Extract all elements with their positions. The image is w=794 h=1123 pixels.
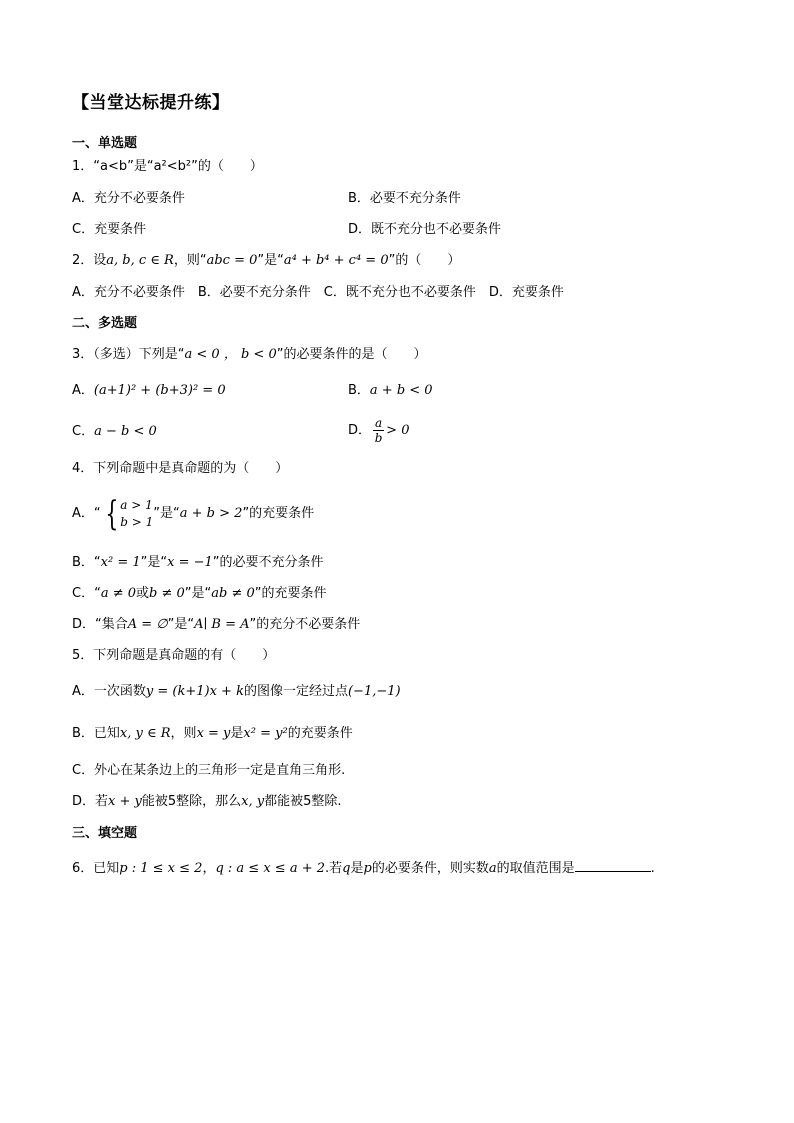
q3-d-label: D． (348, 423, 372, 438)
q5-b-mid1: ，则 (170, 726, 197, 741)
q3-a-expr: (a+1)² + (b+3)² = 0 (93, 383, 226, 398)
q5-d-end: 都能被5整除. (264, 794, 342, 809)
q4-a-system (101, 493, 154, 534)
q5-a-label: A．一次函数 (72, 684, 146, 699)
question-2-options: A．充分不必要条件 B．必要不充分条件 C．既不充分也不必要条件 D．充要条件 (72, 285, 564, 300)
question-3-option-c (72, 423, 157, 441)
section-fill-in: 三、填空题 (72, 826, 138, 841)
q4-d-expr1: A = ∅ (127, 617, 168, 632)
question-5-option-d (72, 793, 342, 811)
q3-c-label: C． (72, 424, 95, 439)
q4-a-end: ”的充要条件 (242, 506, 315, 521)
q3-d-denominator: b (374, 431, 383, 445)
answer-blank[interactable] (575, 857, 651, 872)
q5-b-expr2: x = y (196, 726, 231, 741)
q3-b-label: B． (348, 383, 370, 398)
q6-q: q : a ≤ x ≤ a + 2 (215, 861, 325, 876)
q5-d-expr2: x, y (241, 794, 265, 809)
question-1-option-a: A．充分不必要条件 (72, 191, 185, 206)
q6-sep: ， (202, 861, 216, 876)
question-5-option-a (72, 683, 401, 701)
q4-c-mid: ”是“ (184, 586, 212, 601)
q4-a-expr: a + b > 2 (179, 506, 243, 521)
q5-b-label: B．已知 (72, 726, 120, 741)
question-5-option-c: C．外心在某条边上的三角形一定是直角三角形. (72, 763, 346, 778)
q4-b-expr2: x = −1 (167, 555, 213, 570)
q4-a-row2: b > 1 (120, 514, 154, 529)
q4-a-rows (120, 497, 153, 531)
q4-a-row1: a > 1 (120, 497, 153, 512)
q3-c-expr: a − b < 0 (94, 424, 157, 439)
q4-a-label: A．“ (72, 506, 101, 521)
q4-d-label: D．“集合 (72, 617, 128, 632)
q2-end: ”的（ ） (388, 253, 461, 268)
q5-b-expr1: x, y ∈ R (119, 726, 171, 741)
q3-a-label: A． (72, 383, 94, 398)
q6-mid2: 是 (350, 861, 364, 876)
q4-b-end: ”的必要不充分条件 (212, 555, 324, 570)
q4-b-mid: ”是“ (140, 555, 168, 570)
q2-prefix: 2．设 (72, 253, 107, 268)
question-1-option-d: D．既不充分也不必要条件 (348, 222, 502, 237)
q4-c-expr3: ab ≠ 0 (211, 586, 255, 601)
q3-end: ”的必要条件的是（ ） (276, 347, 427, 362)
question-5-option-b (72, 725, 353, 743)
question-5-stem: 5．下列命题是真命题的有（ ） (72, 648, 276, 663)
q5-d-mid: 能被5整除，那么 (141, 794, 242, 809)
page-title: 【当堂达标提升练】 (72, 93, 230, 113)
q6-pv: p (363, 861, 372, 876)
q4-c-end: ”的充要条件 (254, 586, 327, 601)
q5-b-expr3: x² = y² (243, 726, 288, 741)
q5-a-point: (−1,−1) (347, 684, 401, 699)
q3-prefix: 3．（多选）下列是“ (72, 347, 185, 362)
question-1-option-c: C．充要条件 (72, 222, 147, 237)
q4-d-mid: ”是“ (167, 617, 195, 632)
q4-c-expr2: b ≠ 0 (149, 586, 185, 601)
q2-vars: a, b, c ∈ R (106, 253, 174, 268)
q4-b-label: B．“ (72, 555, 101, 570)
question-4-option-d (72, 616, 360, 634)
question-4-option-b (72, 554, 324, 572)
q4-a-mid: ”是“ (153, 506, 180, 521)
q5-a-expr: y = (k+1)x + k (145, 684, 244, 699)
q6-av: a (488, 861, 497, 876)
q4-c-or: 或 (136, 586, 150, 601)
q2-cond1: abc = 0 (206, 253, 258, 268)
q3-b-expr: a + b < 0 (369, 383, 433, 398)
question-4-option-c (72, 585, 327, 603)
q3-d-rest: > 0 (386, 423, 410, 438)
question-3-stem (72, 346, 426, 364)
q5-b-end: 的充要条件 (287, 726, 353, 741)
q6-end: 的取值范围是 (496, 861, 575, 876)
q6-mid3: 的必要条件，则实数 (371, 861, 489, 876)
q6-prefix: 6．已知 (72, 861, 120, 876)
q6-period: . (650, 861, 655, 876)
q3-cond: a < 0 ， b < 0 (184, 347, 277, 362)
section-single-choice: 一、单选题 (72, 136, 138, 151)
q6-mid1: .若 (325, 861, 343, 876)
q2-mid2: ”是“ (257, 253, 284, 268)
q4-d-expr2: A∣ B = A (194, 617, 250, 632)
q6-p: p : 1 ≤ x ≤ 2 (119, 861, 203, 876)
q2-cond2: a⁴ + b⁴ + c⁴ = 0 (283, 253, 389, 268)
q4-c-expr1: a ≠ 0 (100, 586, 136, 601)
question-4-stem: 4．下列命题中是真命题的为（ ） (72, 461, 289, 476)
q5-b-mid2: 是 (230, 726, 244, 741)
q4-b-expr1: x² = 1 (100, 555, 141, 570)
q4-c-label: C．“ (72, 586, 101, 601)
q4-d-end: ”的充分不必要条件 (249, 617, 361, 632)
section-multiple-choice: 二、多选题 (72, 316, 138, 331)
q5-d-expr1: x + y (108, 794, 142, 809)
q3-d-fraction (373, 416, 384, 445)
question-3-option-d (348, 414, 409, 448)
q3-d-numerator: a (375, 416, 383, 430)
question-3-option-a (72, 382, 226, 400)
q5-a-mid: 的图像一定经过点 (243, 684, 348, 699)
question-2-stem (72, 252, 460, 270)
q2-mid: ，则“ (173, 253, 207, 268)
question-1-option-b: B．必要不充分条件 (348, 191, 461, 206)
q6-qv: q (342, 861, 351, 876)
q5-d-label: D．若 (72, 794, 109, 809)
question-1-stem: 1．“a<b”是“a²<b²”的（ ） (72, 159, 263, 174)
brace-icon: { (104, 493, 118, 534)
question-6 (72, 857, 655, 878)
question-4-option-a (72, 493, 315, 534)
question-3-option-b (348, 382, 433, 400)
